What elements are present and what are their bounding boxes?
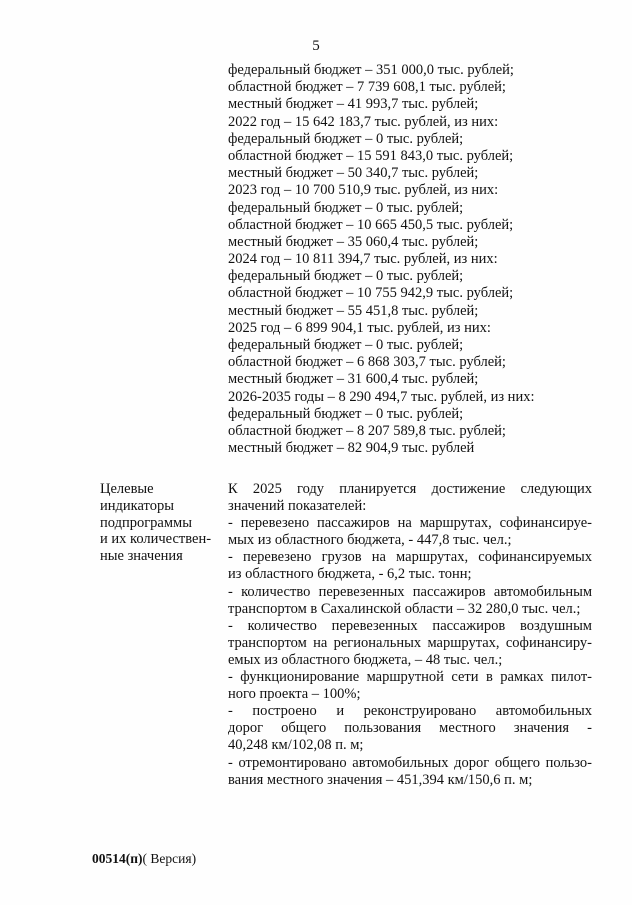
indicators-label: [100, 481, 220, 565]
budget-line: местный бюджет – 82 904,9 тыс. рублей: [228, 440, 475, 457]
budget-line: местный бюджет – 50 340,7 тыс. рублей;: [228, 165, 479, 182]
indicator-line: транспортом на региональных маршрутах, софинансиру-: [228, 634, 592, 651]
budget-line: федеральный бюджет – 351 000,0 тыс. рублей;: [228, 62, 514, 78]
indicator-line: - построено и реконструировано автомобильных: [228, 703, 592, 720]
budget-line: местный бюджет – 31 600,4 тыс. рублей;: [228, 371, 479, 388]
budget-line: областной бюджет – 10 755 942,9 тыс. рублей;: [228, 285, 514, 302]
indicator-line: значений показателей:: [228, 498, 367, 515]
document-version: ( Версия): [142, 851, 197, 866]
indicators-text: [228, 481, 592, 789]
indicators-label-line: и их количествен-: [100, 531, 212, 548]
budget-line: местный бюджет – 41 993,7 тыс. рублей;: [228, 96, 479, 113]
budget-line: областной бюджет – 6 868 303,7 тыс. рублей;: [228, 354, 506, 371]
indicator-line: 40,248 км/102,08 п. м;: [228, 737, 364, 754]
indicator-line: - количество перевезенных пассажиров воздушным: [228, 617, 592, 634]
budget-line: федеральный бюджет – 0 тыс. рублей;: [228, 405, 464, 422]
document-code: 00514(п): [92, 851, 143, 866]
indicator-line: дорог общего пользования местного значения -: [228, 720, 592, 737]
document-footer: [92, 851, 196, 867]
budget-line: 2023 год – 10 700 510,9 тыс. рублей, из них:: [228, 182, 499, 199]
budget-line: федеральный бюджет – 0 тыс. рублей;: [228, 130, 464, 147]
indicator-line: из областного бюджета, - 6,2 тыс. тонн;: [228, 566, 472, 583]
indicators-label-line: индикаторы: [100, 497, 174, 514]
indicator-line: емых из областного бюджета, – 48 тыс. чел.;: [228, 651, 503, 668]
budget-line: областной бюджет – 8 207 589,8 тыс. рублей;: [228, 422, 506, 439]
page-number: 5: [312, 38, 320, 54]
budget-line: областной бюджет – 7 739 608,1 тыс. рублей;: [228, 79, 506, 96]
budget-line: федеральный бюджет – 0 тыс. рублей;: [228, 337, 464, 353]
budget-line: областной бюджет – 10 665 450,5 тыс. рублей;: [228, 216, 514, 233]
budget-line: местный бюджет – 55 451,8 тыс. рублей;: [228, 302, 479, 319]
budget-line: 2026-2035 годы – 8 290 494,7 тыс. рублей, из них:: [228, 388, 535, 405]
budget-line: 2025 год – 6 899 904,1 тыс. рублей, из них:: [228, 319, 491, 336]
indicator-line: - отремонтировано автомобильных дорог общего пользо-: [228, 754, 592, 771]
funding-breakdown: [228, 62, 598, 457]
budget-line: местный бюджет – 35 060,4 тыс. рублей;: [228, 233, 479, 250]
indicator-line: К 2025 году планируется достижение следующих: [228, 481, 592, 497]
budget-line: областной бюджет – 15 591 843,0 тыс. рублей;: [228, 147, 514, 164]
indicators-label-line: ные значения: [100, 548, 183, 565]
indicator-line: мых из областного бюджета, - 447,8 тыс. чел.;: [228, 532, 512, 549]
indicator-line: - перевезено грузов на маршрутах, софинансируемых: [228, 549, 592, 566]
indicator-line: транспортом в Сахалинской области – 32 280,0 тыс. чел.;: [228, 600, 581, 617]
indicator-line: - функционирование маршрутной сети в рамках пилот-: [228, 669, 592, 686]
indicators-label-line: Целевые: [100, 481, 154, 497]
budget-line: федеральный бюджет – 0 тыс. рублей;: [228, 199, 464, 216]
budget-line: 2024 год – 10 811 394,7 тыс. рублей, из них:: [228, 251, 498, 268]
indicator-line: - перевезено пассажиров на маршрутах, софинансируе-: [228, 515, 592, 532]
indicators-label-line: подпрограммы: [100, 514, 192, 531]
budget-line: 2022 год – 15 642 183,7 тыс. рублей, из них:: [228, 113, 499, 130]
indicator-line: ного проекта – 100%;: [228, 686, 361, 703]
indicator-line: вания местного значения – 451,394 км/150,6 п. м;: [228, 771, 533, 788]
budget-line: федеральный бюджет – 0 тыс. рублей;: [228, 268, 464, 285]
indicator-line: - количество перевезенных пассажиров автомобильным: [228, 583, 592, 600]
